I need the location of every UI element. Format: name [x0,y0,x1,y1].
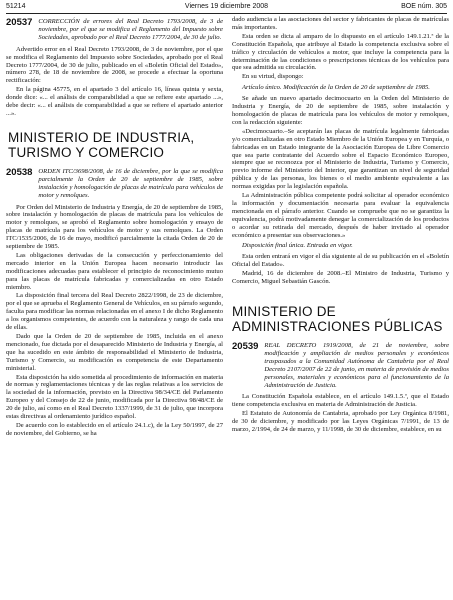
paragraph: Esta orden se dicta al amparo de lo dispuesto en el artículo 149.1.21.ª de la Constitución Española, que atribuye al Estado la competencia exclusiva sobre el tráfico y circulación de vehículos a motor, que incluye la competencia para la determinación de las condiciones o prescripciones técnicas de los vehículos para que sea admitida su circulación. [232,32,449,72]
paragraph: La Administración pública competente podrá solicitar al operador económico la información y documentación necesaria para evaluar la equivalencia mencionada en el párrafo anterior. Cuando se compruebe que no se garantiza la equivalencia, podrá motivadamente denegar la comercialización de los productos o acordar su retirada del mercado, después de haber invitado al operador económico a presentar sus observaciones.» [232,192,449,239]
ministry-heading: MINISTERIO DE INDUSTRIA, TURISMO Y COMERCIO [8,129,195,160]
paragraph: Las obligaciones derivadas de la consecución y perfeccionamiento del mercado interior en la Unión Europea hacen necesario introducir las modificaciones adecuadas para establecer el principio de reconocimiento mutuo para las placas de matrícula fabricadas y comercializadas en otro Estado miembro. [6,251,223,291]
entry-20539 [232,342,449,389]
entry-number: 20538 [6,166,33,178]
paragraph: La disposición final tercera del Real Decreto 2822/1998, de 23 de diciembre, por el que se aprueba el Reglamento General de Vehículos, en su párrafo segundo, faculta para modificar las normas relacionadas en el anexo I de dicho Reglamento a los organismos competentes, de acuerdo con la naturaleza y rango de cada una de ellas. [6,292,223,332]
entry-20537 [6,18,223,42]
page-header [6,2,447,14]
entry-title: REAL DECRETO 1919/2008, de 21 de noviembre, sobre modificación y ampliación de medios personales y económicos traspasados a la Comunidad Autónoma de Cantabria por el Real Decreto 2107/2007 de 22 de junio, en materia de provisión de medios personales, materiales y económicos para el funcionamiento de la Administración de Justicia. [264,342,449,389]
paragraph: El Estatuto de Autonomía de Cantabria, aprobado por Ley Orgánica 8/1981, de 30 de diciembre, y modificado por las Leyes Orgánicas 7/1991, de 13 de marzo, 2/1994, de 24 de marzo, y 11/1998, de 30 de diciembre, establece, en su [232,410,449,434]
entry-title: CORRECCIÓN de errores del Real Decreto 1793/2008, de 3 de noviembre, por el que se modifica el Reglamento del Impuesto sobre Sociedades, aprobado por el Real Decreto 1777/2004, de 30 de julio. [38,18,223,41]
paragraph: Se añade un nuevo apartado decimocuarto en la Orden del Ministerio de Industria y Energía, de 20 de septiembre de 1985, sobre instalación y homologación de placas de matrícula para los vehículos de motor y remolques, con la redacción siguiente: [232,95,449,126]
paragraph: En la página 45775, en el apartado 3 del artículo 16, líneas quinta y sexta, donde dice: «... el análisis de comparabilidad a que se refiere este apartado ...», debe decir: «... el análisis de comparabilidad a que se refiere el apartado anterior ...». [6,86,223,117]
paragraph: Dado que la Orden de 20 de septiembre de 1985, incluida en el anexo mencionado, fue dictada por el desaparecido Ministerio de Industria y Energía, al que ha sucedido en este ámbito de responsabilidad el Ministerio de Industria, Turismo y Comercio, su modificación es competencia de este Departamento ministerial. [6,333,223,372]
entry-title: ORDEN ITC/3698/2008, de 16 de diciembre, por la que se modifica parcialmente la Orden de 20 de septiembre de 1985, sobre instalación y homologación de placas de matrícula para vehículos de motor y remolques. [38,167,223,199]
paragraph: La Constitución Española establece, en el artículo 149.1.5.ª, que el Estado tiene competencia exclusiva en materia de Administración de Justicia. [232,393,449,409]
left-column [6,16,223,439]
paragraph: Esta orden entrará en vigor el día siguiente al de su publicación en el «Boletín Oficial del Estado». [232,253,449,269]
final-provision-heading: Disposición final única. Entrada en vigor. [242,242,353,250]
paragraph: «Decimocuarto.–Se aceptarán las placas de matrícula legalmente fabricadas y/o comercializadas en otro Estado Miembro de la Unión Europea y en Turquía, o fabricadas en un Estado integrante de la Asociación Europea de Libre Comercio que sea parte contratante del Acuerdo sobre el Espacio Económico Europeo, siempre que se reconozca por el Ministerio de Industria, Turismo y Comercio, previo informe del Ministerio del Interior, que garantizan un nivel de seguridad pública y de las personas, los bienes o el medio ambiente equivalente a las normas exigidas por la legislación española. [232,127,449,191]
paragraph: dado audiencia a las asociaciones del sector y fabricantes de placas de matrículas más importantes. [232,16,449,31]
entry-20538 [6,168,223,200]
paragraph: Esta disposición ha sido sometida al procedimiento de información en materia de normas y reglamentaciones técnicas y de las reglas relativas a los servicios de la sociedad de la información, previsto en la Directiva 98/34/CE del Parlamento Europeo y del Consejo de 22 de junio, modificada por la Directiva 98/48/CE de 20 de julio, así como en el Real Decreto 1337/1999, de 31 de julio, que incorpora estas directivas al ordenamiento jurídico español. [6,373,223,421]
entry-number: 20539 [232,341,259,352]
journal-issue: BOE núm. 305 [401,3,447,10]
entry-number: 20537 [6,17,33,28]
article-heading: Artículo único. Modificación de la Orden de 20 de septiembre de 1985. [242,84,430,92]
page-number: 51214 [6,3,26,10]
ministry-heading: MINISTERIO DE ADMINISTRACIONES PÚBLICAS [232,304,443,334]
paragraph: Por Orden del Ministerio de Industria y Energía, de 20 de septiembre de 1985, sobre instalación y homologación de placas de matrícula para los vehículos de motor y remolques, se aprobó el Reglamento sobre homologación y ensayo de placas de matrícula para los vehículos de motor y sus remolques. La Orden ITC/1535/2006, de 16 de mayo, modificó parcialmente la citada Orden de 20 de septiembre de 1985. [6,203,223,251]
paragraph: De acuerdo con lo establecido en el artículo 24.1.c), de la Ley 50/1997, de 27 de noviembre, del Gobierno, se ha [6,421,223,437]
issue-date: Viernes 19 diciembre 2008 [184,3,269,10]
paragraph: Advertido error en el Real Decreto 1793/2008, de 3 de noviembre, por el que se modifica el Reglamento del Impuesto sobre Sociedades, aprobado por el Real Decreto 1777/2004, de 30 de julio, publicado en el «Boletín Oficial del Estado», número 278, de 18 de noviembre de 2008, se procede a efectuar la oportuna rectificación: [6,45,223,85]
signature-paragraph: Madrid, 16 de diciembre de 2008.–El Ministro de Industria, Turismo y Comercio, Miguel Sebastián Gascón. [232,270,449,286]
right-column [232,16,449,435]
paragraph: En su virtud, dispongo: [242,73,304,81]
